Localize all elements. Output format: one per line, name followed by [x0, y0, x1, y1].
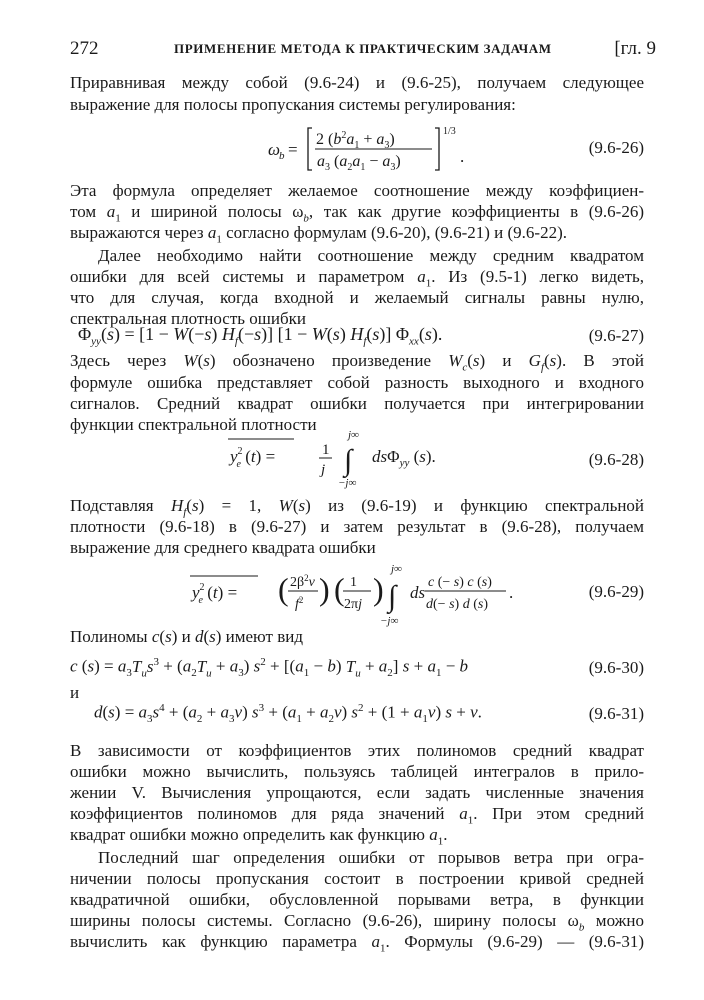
equation-9-6-30: c $(s) = a_3T_us^3 + (a_2T_u + a_3) s^2 + [(a_1 - b) T_u + a_2] s + a_1 - b$ — [70, 656, 469, 680]
svg-text:y2e (t) =: $y^2$ e (t) = — [230, 446, 276, 470]
chapter-marker: [гл. 9 — [614, 38, 656, 59]
svg-text:2β2ν: $2\beta^2\nu$ — [290, 573, 315, 590]
text-line: коэффициентов полиномов для ряда значений $a_1$. При этом средний — [70, 804, 644, 827]
equation-number: (9.6-29) — [588, 582, 644, 601]
eq26-left-bracket — [308, 128, 312, 170]
equation-9-6-28 — [224, 424, 464, 493]
equation-9-6-29 — [178, 560, 538, 635]
eq26-numerator: 2 $(b^2a_1 + a_3)$ — [316, 130, 395, 151]
text-line: В зависимости от коэффициентов этих полиномов средний квадрат — [70, 741, 644, 760]
text-line: Эта формула определяет желаемое соотношение между коэффициен- — [70, 181, 644, 200]
svg-text:1: 1 — [322, 442, 330, 458]
svg-text:.: . — [509, 583, 514, 602]
text-line: квадрат ошибки можно определить как функцию $a_1$. — [70, 825, 448, 848]
svg-text:j∞: j∞ — [391, 563, 402, 575]
equation-number: (9.6-27) — [588, 326, 644, 345]
page-number: 272 — [70, 38, 99, 59]
text-line: выражение для полосы пропускания системы регулирования: — [70, 95, 516, 114]
eq26-right-bracket — [435, 128, 439, 170]
equation-9-6-31: $d(s) = a_3s^4 + (a_2 + a_3\nu) s^3 + (a_1 + a_2\nu) s^2 + (1 + a_1\nu) s + \nu$. — [94, 702, 482, 726]
text-line: Далее необходимо найти соотношение между средним квадратом — [98, 246, 644, 265]
text-line: жении V. Вычисления упрощаются, если задать численные значения — [70, 783, 644, 802]
text-line: том $a_1$ и шириной полосы $\omega_b$, так как другие коэффициенты в (9.6-26) — [70, 202, 644, 225]
svg-text:1: 1 — [350, 575, 357, 590]
svg-text:f2: $f^2$ — [295, 595, 304, 612]
text-line: плотности (9.6-18) в (9.6-27) и затем результат в (9.6-28), получаем — [70, 517, 644, 536]
equation-9-6-27: $\Phi_{yy}(s) = [1 - W(-s)$ $H_f(-s)$] [1 − W(s) $H_f(s)$] $\Phi_{xx}(s)$. — [78, 324, 443, 348]
eq26-sub-b: b — [279, 150, 285, 162]
eq26-exponent: 1/3 — [443, 126, 456, 137]
text-line: Приравнивая между собой (9.6-24) и (9.6-25), получаем следующее — [70, 73, 644, 92]
svg-text:j: j — [321, 462, 326, 478]
text-line: ничении полосы пропускания состоит в построении кривой средней — [70, 869, 644, 888]
running-header — [70, 38, 656, 60]
equation-9-6-26-svg — [268, 122, 478, 176]
equation-9-6-28-svg — [224, 424, 464, 488]
text-line: Полиномы c(s) и d(s) имеют вид — [70, 627, 303, 646]
text-line: выражение для среднего квадрата ошибки — [70, 538, 376, 557]
text-line: выражаются через $a_1$ согласно формулам (9.6-20), (9.6-21) и (9.6-22). — [70, 223, 568, 246]
equation-9-6-29-svg — [178, 560, 538, 630]
text-line: Последний шаг определения ошибки от порывов ветра при огра- — [98, 848, 644, 867]
equation-number: (9.6-26) — [588, 138, 644, 157]
text-line: формуле ошибка представляет собой разность выходного и входного — [70, 373, 644, 392]
conjunction-and: и — [70, 683, 80, 702]
svg-text:∫: ∫ — [388, 580, 397, 613]
svg-text:2πj: 2πj — [344, 597, 362, 612]
eq26-equals: = — [288, 140, 298, 159]
svg-text:−j∞: −j∞ — [380, 615, 399, 627]
svg-text:.: . — [460, 147, 465, 166]
text-line: квадратичной ошибки, обусловленной порывами ветра, в функции — [70, 890, 644, 909]
text-line: сигналов. Средний квадрат ошибки получается при интегрировании — [70, 394, 644, 413]
equation-number: (9.6-30) — [588, 658, 644, 677]
svg-text:(: ( — [334, 571, 345, 607]
running-head-title: ПРИМЕНЕНИЕ МЕТОДА К ПРАКТИЧЕСКИМ ЗАДАЧАМ — [174, 41, 552, 56]
svg-text:−j∞: −j∞ — [338, 477, 357, 489]
equation-number: (9.6-28) — [588, 450, 644, 469]
svg-text:): ) — [319, 571, 330, 607]
eq26-denominator: $a_3$ $(a_2a_1 - a_3)$ — [317, 153, 401, 173]
text-line: Здесь через W(s) обозначено произведение $W_c(s)$ и $G_f(s)$. В этой — [70, 351, 644, 374]
svg-text:(: ( — [278, 571, 289, 607]
svg-text:c (− s) c (s): c (− s) c (s) — [428, 575, 492, 590]
svg-text:j∞: j∞ — [348, 429, 359, 441]
eq26-omega: ω — [268, 140, 281, 159]
svg-text:y2e (t) =: $y^2$ e (t) = — [192, 582, 238, 606]
svg-text:∫: ∫ — [344, 444, 353, 477]
svg-text:dsΦyy (s).: dsΦ$_{yy}$ (s). — [372, 447, 436, 469]
text-line: Подставляя $H_f(s) = 1$, W(s) из (9.6-19) и функцию спектральной — [70, 496, 645, 519]
text-line: ошибки можно вычислить, пользуясь таблицей интегралов в прило- — [70, 762, 644, 781]
text-line: вычислить как функцию параметра $a_1$. Формулы (9.6-29) — (9.6-31) — [70, 932, 645, 955]
text-line: ошибки для всей системы и параметром $a_1$. Из (9.5-1) легко видеть, — [70, 267, 644, 290]
svg-text:d(− s) d (s): d(− s) d (s) — [426, 597, 488, 612]
text-line: ширины полосы системы. Согласно (9.6-26), ширину полосы $\omega_b$ можно — [70, 911, 644, 934]
svg-text:ds: ds — [410, 583, 426, 602]
equation-number: (9.6-31) — [588, 704, 644, 723]
text-line: что для случая, когда входной и желаемый сигналы равны нулю, — [70, 288, 644, 307]
text-line: спектральная плотность ошибки — [70, 309, 306, 328]
svg-text:): ) — [373, 571, 384, 607]
text-line: функции спектральной плотности — [70, 415, 317, 434]
